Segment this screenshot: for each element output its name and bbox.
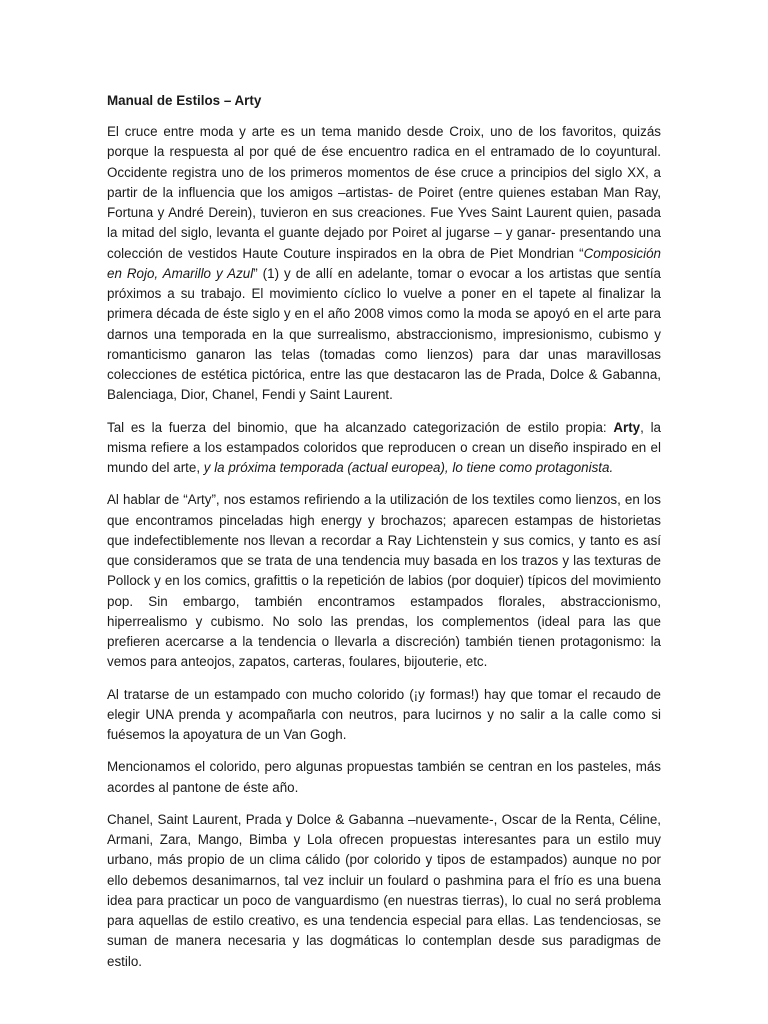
paragraph-2-italic: y la próxima temporada (actual europea), lo tiene como protagonista. <box>203 460 614 475</box>
paragraph-2 <box>107 418 661 479</box>
document-page <box>107 91 661 984</box>
paragraph-1-text-a: El cruce entre moda y arte es un tema manido desde Croix, uno de los favoritos, quizás porque la respuesta al por qué de ése encuentro radica en el entramado de lo coyuntural. Occidente registra uno de los primeros momentos de ése cruce a principios del siglo XX, a partir de la influencia que los amigos –artistas- de Poiret (entre quienes estaban Man Ray, Fortuna y André Derein), tuvieron en sus creaciones. Fue Yves Saint Laurent quien, pasada la mitad del siglo, levanta el guante dejado por Poiret al jugarse – y ganar- presentando una colección de vestidos Haute Couture inspirados en la obra de Piet Mondrian “ <box>107 124 661 261</box>
document-title: Manual de Estilos – Arty <box>107 93 262 108</box>
paragraph-4: Al tratarse de un estampado con mucho colorido (¡y formas!) hay que tomar el recaudo de elegir UNA prenda y acompañarla con neutros, para lucirnos y no salir a la calle como si fuésemos la apoyatura de un Van Gogh. <box>107 686 661 742</box>
paragraph-5: Mencionamos el colorido, pero algunas propuestas también se centran en los pasteles, más acordes al pantone de éste año. <box>107 759 661 795</box>
paragraph-3: Al hablar de “Arty”, nos estamos refiriendo a la utilización de los textiles como lienzos, en los que encontramos pinceladas high energy y brochazos; aparecen estampas de historietas que indefectiblemente nos llevan a recordar a Ray Lichtenstein y sus comics, y tanto es así que consideramos que se trata de una tendencia muy basada en los trazos y las texturas de Pollock y en los comics, grafittis o la repetición de labios (por doquier) típicos del movimiento pop. Sin embargo, también encontramos estampados florales, abstraccionismo, hiperrealismo y cubismo. No solo las prendas, los complementos (ideal para las que prefieren acercarse a la tendencia o llevarla a discreción) también tienen protagonismo: la vemos para anteojos, zapatos, carteras, foulares, bijouterie, etc. <box>107 492 661 670</box>
paragraph-1 <box>107 122 661 406</box>
painting-title-italic: Composición en Rojo, Amarillo y Azul <box>107 245 661 281</box>
arty-bold: Arty <box>613 419 641 435</box>
paragraph-2-text-a: Tal es la fuerza del binomio, que ha alcanzado categorización de estilo propia: <box>107 419 614 435</box>
paragraph-2-text-b: , la misma refiere a los estampados coloridos que reproducen o crean un diseño inspirado en el mundo del arte, <box>107 419 661 475</box>
paragraph-6: Chanel, Saint Laurent, Prada y Dolce & Gabanna –nuevamente-, Oscar de la Renta, Céline, Armani, Zara, Mango, Bimba y Lola ofrecen propuestas interesantes para un estilo muy urbano, más propio de un clima cálido (por colorido y tipos de estampados) aunque no por ello debemos desanimarnos, tal vez incluir un foulard o pashmina para el frío es una buena idea para practicar un poco de vanguardismo (en nuestras tierras), lo cual no será problema para aquellas de estilo creativo, es una tendencia especial para ellas. Las tendenciosas, se suman de manera necesaria y las dogmáticas lo contemplan desde sus paradigmas de estilo. <box>107 811 661 969</box>
paragraph-1-text-b: ” (1) y de allí en adelante, tomar o evocar a los artistas que sentía próximos a su trabajo. El movimiento cíclico lo vuelve a poner en el tapete al finalizar la primera década de éste siglo y en el año 2008 vimos como la moda se apoyó en el arte para darnos una temporada en la que surrealismo, abstraccionismo, impresionismo, cubismo y romanticismo ganaron las telas (tomadas como lienzos) para dar unas maravillosas colecciones de estética pictórica, entre las que destacaron las de Prada, Dolce & Gabanna, Balenciaga, Dior, Chanel, Fendi y Saint Laurent. <box>107 265 661 403</box>
